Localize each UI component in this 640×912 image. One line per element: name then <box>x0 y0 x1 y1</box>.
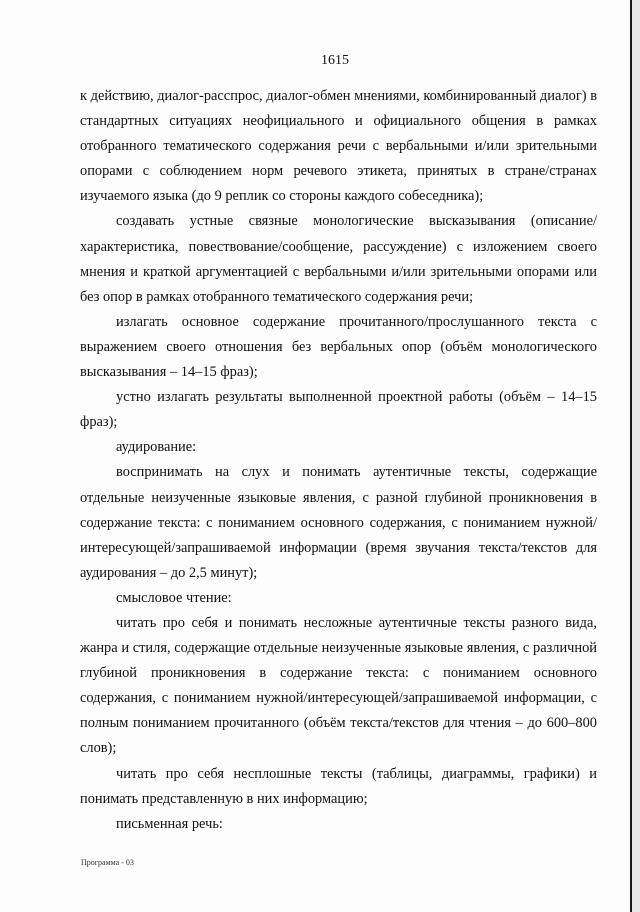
paragraph-project: устно излагать результаты выполненной проектной работы (объём – 14–15 фраз); <box>80 389 597 431</box>
page-edge-shadow <box>632 0 640 912</box>
paragraph-reading: читать про себя и понимать несложные аутентичные тексты разного вида, жанра и стиля, содержащие отдельные неизученные языковые явления, с различной глубиной проникновения в содержание текста: с пониманием основного содержания, с пониманием нужной/интересующей/запрашиваемой информации, с полным пониманием прочитанного (объём текста/текстов для чтения – до 600–800 слов); <box>80 614 597 757</box>
page-number: 1615 <box>321 53 349 68</box>
body-text <box>80 84 597 837</box>
heading-reading: смысловое чтение: <box>116 589 232 606</box>
page-footer: Программа - 03 <box>81 858 134 867</box>
paragraph-monologue: создавать устные связные монологические высказывания (описание/характеристика, повествование/сообщение, рассуждение) с изложением своего мнения и краткой аргументацией с вербальными и/или зрительными опорами или без опор в рамках отобранного тематического содержания речи; <box>80 213 597 305</box>
heading-listening: аудирование: <box>116 439 197 456</box>
paragraph-dialog-continuation: к действию, диалог-расспрос, диалог-обмен мнениями, комбинированный диалог) в стандартных ситуациях неофициального и официального общения в рамках отобранного тематического содержания речи с вербальными и/или зрительными опорами с соблюдением норм речевого этикета, принятых в стране/странах изучаемого языка (до 9 реплик со стороны каждого собеседника); <box>80 88 597 205</box>
heading-writing: письменная речь: <box>116 815 223 832</box>
paragraph-summary: излагать основное содержание прочитанного/прослушанного текста с выражением своего отношения без вербальных опор (объём монологического высказывания – 14–15 фраз); <box>80 313 597 381</box>
paragraph-listening: воспринимать на слух и понимать аутентичные тексты, содержащие отдельные неизученные языковые явления, с разной глубиной проникновения в содержание текста: с пониманием основного содержания, с пониманием нужной/интересующей/запрашиваемой информации (время звучания текста/текстов для аудирования – до 2,5 минут); <box>80 464 597 581</box>
paragraph-noncontinuous-texts: читать про себя несплошные тексты (таблицы, диаграммы, графики) и понимать представленную в них информацию; <box>80 765 597 807</box>
